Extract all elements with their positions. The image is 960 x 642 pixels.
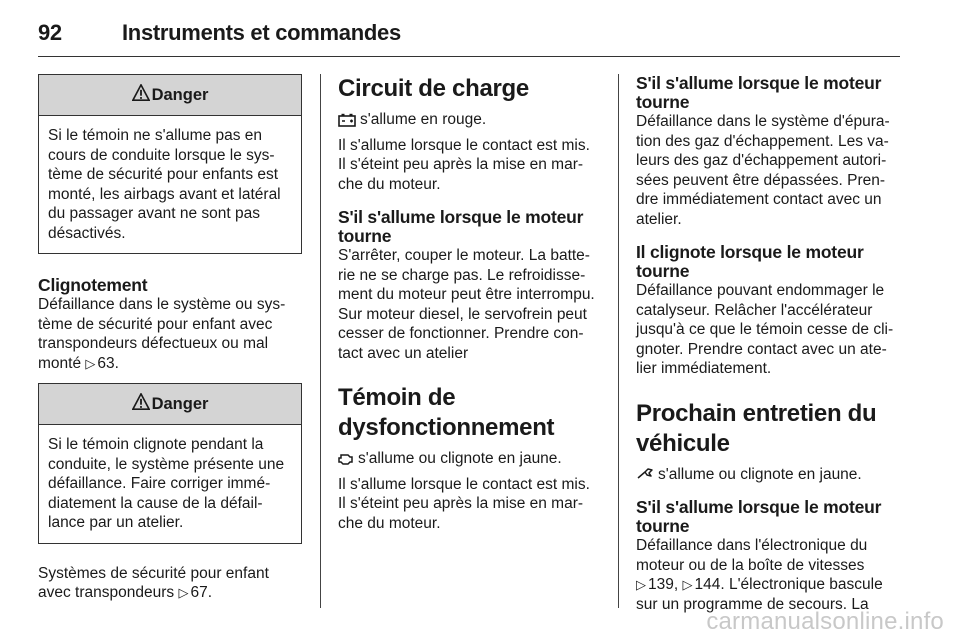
text-line: Sur moteur diesel, le servofrein peut bbox=[338, 305, 587, 323]
subsection-heading: tourne bbox=[636, 516, 690, 536]
danger-box bbox=[38, 383, 302, 544]
text-line: lance par un atelier. bbox=[48, 514, 184, 531]
column-right bbox=[636, 74, 902, 614]
text-line: tion des gaz d'échappement. Les va- bbox=[636, 132, 889, 150]
danger-heading bbox=[39, 75, 301, 116]
danger-label: Danger bbox=[151, 395, 209, 413]
text-line: du passager avant ne sont pas bbox=[48, 205, 260, 222]
page-ref-arrow-icon: ▷ bbox=[636, 577, 646, 592]
text-line: jusqu'à ce que le témoin cesse de cli- bbox=[636, 321, 894, 338]
text-line: Il s'éteint peu après la mise en mar- bbox=[338, 495, 584, 512]
column-divider bbox=[618, 74, 619, 608]
text-line: Défaillance pouvant endommager le bbox=[636, 282, 885, 299]
text-line: monté, les airbags avant et latéral bbox=[48, 185, 281, 203]
subsection-heading: S'il s'allume lorsque le moteur bbox=[636, 73, 882, 93]
text-line: sur un programme de secours. La bbox=[636, 595, 869, 613]
danger-text bbox=[39, 116, 301, 253]
service-wrench-icon bbox=[636, 468, 654, 482]
page-ref-arrow-icon: ▷ bbox=[178, 585, 189, 600]
text-line: désactivés. bbox=[48, 224, 126, 242]
text-line: atelier. bbox=[636, 210, 682, 228]
subsection-heading: Il clignote lorsque le moteur bbox=[636, 242, 864, 262]
page-header bbox=[38, 12, 900, 57]
text-line: cesser de fonctionner. Prendre con- bbox=[338, 325, 584, 342]
engine-malfunction-icon bbox=[338, 452, 354, 466]
page-ref-arrow-icon: ▷ bbox=[85, 355, 96, 371]
text-line: défaillance. Faire corriger immé- bbox=[48, 475, 271, 492]
page-ref-link[interactable]: 139, bbox=[648, 576, 679, 593]
text-line: leurs des gaz d'échappement autori- bbox=[636, 152, 887, 169]
page-ref-link[interactable]: 144. L'électronique bascule bbox=[694, 576, 883, 593]
text-line: S'arrêter, couper le moteur. La batte- bbox=[338, 247, 590, 264]
text-line bbox=[338, 110, 602, 130]
text-line bbox=[38, 354, 302, 374]
text-line bbox=[38, 583, 302, 603]
text-fragment: monté bbox=[38, 354, 82, 372]
page-title: Instruments et commandes bbox=[122, 20, 401, 45]
column-divider bbox=[320, 74, 321, 608]
text-line: Il s'allume lorsque le contact est mis. bbox=[338, 475, 590, 493]
text-line: lier immédiatement. bbox=[636, 360, 772, 377]
section-heading-clignotement: Clignotement bbox=[38, 275, 148, 295]
text-line: che du moteur. bbox=[338, 175, 441, 193]
text-line: conduite, le système présente une bbox=[48, 455, 285, 473]
text-line: tème de sécurité pour enfants est bbox=[48, 166, 279, 183]
text-line: Si le témoin ne s'allume pas en bbox=[48, 127, 263, 144]
watermark-text: carmanualsonline.info bbox=[706, 608, 944, 635]
subsection-heading: tourne bbox=[338, 226, 392, 246]
text-line bbox=[636, 465, 902, 485]
subsection-heading: S'il s'allume lorsque le moteur bbox=[338, 207, 584, 227]
text-line: Défaillance dans le système ou sys- bbox=[38, 296, 286, 313]
text-line: Défaillance dans le système d'épura- bbox=[636, 113, 890, 130]
text-line: Systèmes de sécurité pour enfant bbox=[38, 564, 269, 582]
warning-triangle-icon bbox=[132, 393, 150, 411]
danger-heading bbox=[39, 384, 301, 425]
warning-triangle-icon bbox=[132, 84, 150, 102]
text-line: transpondeurs défectueux ou mal bbox=[38, 335, 269, 352]
text-line: diatement la cause de la défail- bbox=[48, 494, 263, 512]
text-line: che du moteur. bbox=[338, 514, 441, 532]
text-fragment: avec transpondeurs bbox=[38, 584, 175, 601]
text-line: moteur ou de la boîte de vitesses bbox=[636, 556, 865, 574]
text-line: gnoter. Prendre contact avec un ate- bbox=[636, 340, 887, 358]
text-line bbox=[338, 449, 602, 469]
text-line: catalyseur. Relâcher l'accélérateur bbox=[636, 301, 873, 319]
section-title-temoin: dysfonctionnement bbox=[338, 414, 555, 441]
subsection-heading: tourne bbox=[636, 261, 690, 281]
page-ref-link[interactable]: 63. bbox=[97, 354, 119, 372]
section-title-prochain-entretien: véhicule bbox=[636, 429, 730, 457]
section-title-circuit-de-charge: Circuit de charge bbox=[338, 75, 529, 102]
subsection-heading: S'il s'allume lorsque le moteur bbox=[636, 497, 882, 517]
text-line: sées peuvent être dépassées. Pren- bbox=[636, 171, 886, 189]
text-line: Si le témoin clignote pendant la bbox=[48, 436, 264, 453]
section-title-prochain-entretien: Prochain entretien du bbox=[636, 399, 877, 427]
text-line: cours de conduite lorsque le sys- bbox=[48, 146, 275, 164]
column-left bbox=[38, 74, 302, 603]
column-middle bbox=[338, 74, 602, 533]
text-line: rie ne se charge pas. Le refroidisse- bbox=[338, 266, 586, 284]
text-line: tact avec un atelier bbox=[338, 344, 469, 362]
text-fragment: s'allume ou clignote en jaune. bbox=[658, 465, 862, 483]
subsection-heading: tourne bbox=[636, 92, 690, 112]
text-line: Défaillance dans l'électronique du bbox=[636, 537, 868, 554]
text-fragment: s'allume en rouge. bbox=[360, 111, 487, 128]
text-line: Il s'allume lorsque le contact est mis. bbox=[338, 136, 590, 154]
page-ref-arrow-icon: ▷ bbox=[682, 577, 693, 592]
text-line: dre immédiatement contact avec un bbox=[636, 191, 882, 208]
danger-text bbox=[39, 425, 301, 543]
page-ref-link[interactable]: 67. bbox=[190, 584, 213, 601]
text-line: Il s'éteint peu après la mise en mar- bbox=[338, 156, 584, 173]
page-number: 92 bbox=[38, 20, 62, 45]
text-line: ment du moteur peut être interrompu. bbox=[338, 286, 595, 303]
danger-box bbox=[38, 74, 302, 254]
section-title-temoin: Témoin de bbox=[338, 384, 456, 411]
text-line: tème de sécurité pour enfant avec bbox=[38, 315, 273, 333]
battery-warning-icon bbox=[338, 113, 356, 127]
danger-label: Danger bbox=[151, 86, 209, 104]
text-fragment: s'allume ou clignote en jaune. bbox=[358, 450, 562, 467]
text-line bbox=[636, 575, 902, 595]
